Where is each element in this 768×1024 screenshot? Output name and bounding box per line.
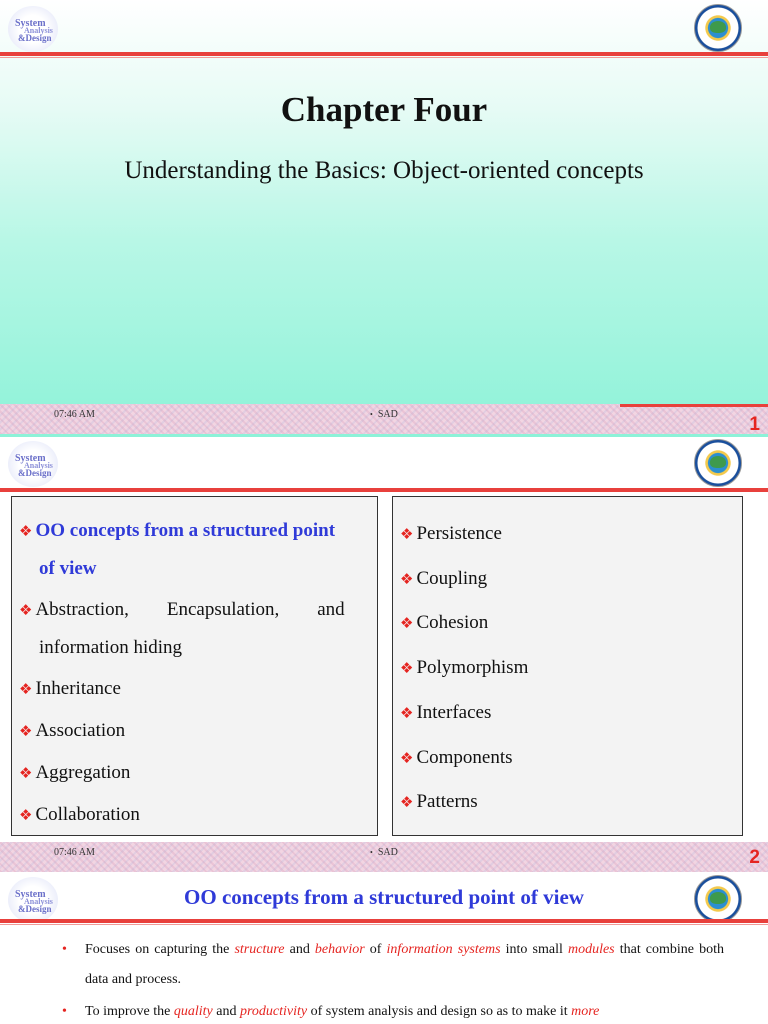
slide-2 <box>0 437 768 873</box>
slide-number: 1 <box>749 414 760 435</box>
bullet-text: and <box>284 942 315 957</box>
emphasized-term: more <box>571 1004 600 1019</box>
list-item-text: Persistence <box>416 523 502 544</box>
list-item <box>19 796 371 834</box>
slide-footer <box>0 842 768 872</box>
list-item <box>400 646 736 691</box>
list-item-text: Components <box>416 746 513 768</box>
system-analysis-design-logo: System Analysis &Design <box>8 877 58 923</box>
emphasized-term: structure <box>234 942 285 957</box>
bullet-text: Focuses on capturing the <box>85 942 235 957</box>
system-analysis-design-logo <box>8 6 58 52</box>
slide-subtitle: Understanding the Basics: Object-oriented concepts <box>124 157 644 184</box>
concepts-list-left <box>19 512 371 834</box>
list-item-text: Aggregation <box>35 762 131 783</box>
slide-title: OO concepts from a structured point of view <box>184 885 584 909</box>
list-item-text: Interfaces <box>416 701 492 723</box>
emphasized-term: behavior <box>314 942 365 957</box>
header-divider-thin <box>0 57 768 58</box>
list-item-text: OO concepts from a structured point <box>35 520 336 541</box>
university-seal-icon <box>694 439 742 487</box>
diamond-bullet-icon: ❖ <box>400 525 414 543</box>
diamond-bullet-icon: ❖ <box>19 764 33 782</box>
bullet-text: To improve the <box>85 1004 174 1019</box>
header-divider <box>0 488 768 492</box>
diamond-bullet-icon: ❖ <box>19 680 33 698</box>
diamond-bullet-icon: ❖ <box>19 601 33 619</box>
bullet-item <box>62 997 724 1024</box>
diamond-bullet-icon: ❖ <box>400 793 414 812</box>
list-item-text: Coupling <box>416 567 488 589</box>
diamond-bullet-icon: ❖ <box>19 522 33 540</box>
list-item <box>19 512 371 587</box>
header-divider <box>0 52 768 56</box>
system-analysis-design-logo: System Analysis &Design <box>8 441 58 487</box>
logo-text-line2: Analysis <box>24 26 53 35</box>
list-item-text: Collaboration <box>35 804 140 825</box>
list-item-text-continued: information hiding <box>39 637 183 658</box>
list-item-text: Patterns <box>416 791 478 813</box>
concepts-box-left <box>11 496 378 836</box>
slide-title: Chapter Four <box>280 90 488 129</box>
list-item <box>400 691 736 736</box>
bullet-text: of system analysis and design so as to make it <box>307 1004 572 1019</box>
bullet-text: that combine both data and process. <box>85 942 724 987</box>
concepts-box-right <box>392 496 743 836</box>
footer-course: • SAD <box>370 409 398 420</box>
header-divider <box>0 919 768 923</box>
list-item-text: Association <box>35 720 126 741</box>
bullet-text: of <box>364 942 387 957</box>
slide-3 <box>0 873 768 1024</box>
list-item <box>19 712 371 750</box>
bullet-text: into small <box>500 942 568 957</box>
list-item <box>400 736 736 781</box>
footer-time: 07:46 AM <box>54 409 95 420</box>
list-item-text: Cohesion <box>416 612 489 634</box>
list-item-text: Inheritance <box>35 678 121 699</box>
diamond-bullet-icon: ❖ <box>400 614 414 633</box>
diamond-bullet-icon: ❖ <box>400 748 414 767</box>
emphasized-term: productivity <box>239 1004 308 1019</box>
list-item <box>400 780 736 825</box>
list-item <box>400 557 736 602</box>
list-item <box>19 754 371 792</box>
bullet-list <box>62 935 724 1024</box>
logo-text-line1: System <box>15 18 46 29</box>
slide-1 <box>0 0 768 437</box>
slide-number: 2 <box>749 847 760 868</box>
diamond-bullet-icon: ❖ <box>19 806 33 824</box>
list-item-text-continued: of view <box>39 558 97 579</box>
diamond-bullet-icon: ❖ <box>400 569 414 588</box>
emphasized-term: quality <box>173 1004 213 1019</box>
logo-text-line3: &Design <box>18 33 52 43</box>
list-item <box>400 512 736 557</box>
list-item-text: Abstraction, Encapsulation, and <box>35 599 345 620</box>
concepts-list-right <box>400 512 736 825</box>
footer-time: 07:46 AM <box>54 847 95 858</box>
diamond-bullet-icon: ❖ <box>400 659 414 678</box>
diamond-bullet-icon: ❖ <box>19 722 33 740</box>
emphasized-term: modules <box>567 942 615 957</box>
list-item-text: Polymorphism <box>416 657 529 679</box>
footer-course: • SAD <box>370 847 398 858</box>
list-item <box>19 591 371 666</box>
list-item <box>400 601 736 646</box>
bullet-item <box>62 935 724 995</box>
list-item <box>19 670 371 708</box>
header-divider-thin <box>0 924 768 925</box>
university-seal-icon <box>694 4 742 52</box>
diamond-bullet-icon: ❖ <box>400 703 414 722</box>
emphasized-term: information systems <box>386 942 501 957</box>
slide-footer <box>0 404 768 434</box>
bullet-text: and <box>212 1004 240 1019</box>
